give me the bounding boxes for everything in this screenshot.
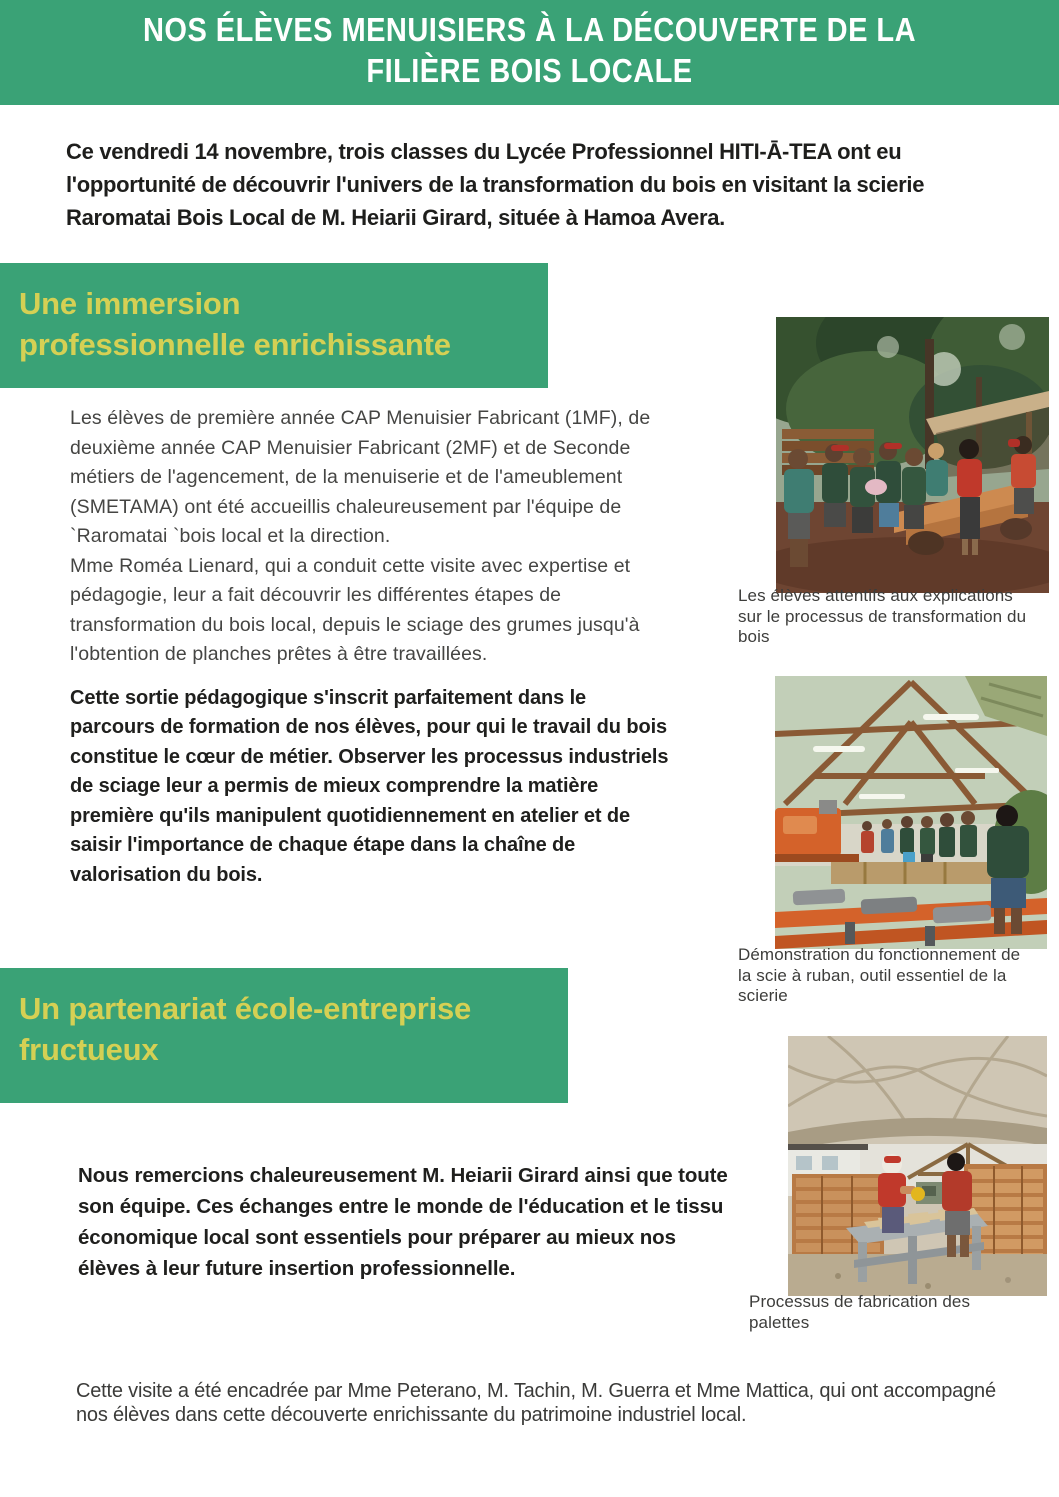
section-title-partenariat-line-1: Un partenariat école-entreprise: [19, 991, 472, 1026]
page-title: [64, 9, 996, 91]
body-paragraph-2: Mme Roméa Lienard, qui a conduit cette visite avec expertise et pédagogie, leur a fait découvrir les différentes étapes de transformation du bois local, depuis le sciage des grumes jusqu'à l'obtention de planches prêtes à être travaillées.: [70, 554, 640, 665]
section-heading-partenariat: [0, 968, 568, 1103]
section-title-immersion: [0, 263, 548, 365]
page-title-line-1: NOS ÉLÈVES MENUISIERS À LA DÉCOUVERTE DE LA: [143, 11, 916, 48]
band-saw-demo-illustration: [775, 676, 1047, 949]
section-title-partenariat-line-2: fructueux: [19, 1032, 159, 1067]
students-listening-illustration: [776, 317, 1049, 593]
photo-caption-band-saw: Démonstration du fonctionnement de la scie à ruban, outil essentiel de la scierie: [738, 945, 1021, 1005]
section-title-immersion-line-1: Une immersion: [19, 286, 241, 321]
pallet-fabrication-photo: [788, 1036, 1047, 1296]
photo-caption-students: Les élèves attentifs aux explications sur le processus de transformation du bois: [738, 586, 1027, 646]
lumber-stack-left: [792, 1174, 884, 1258]
section-immersion-body: [70, 404, 674, 890]
intro-paragraph: Ce vendredi 14 novembre, trois classes du Lycée Professionnel HITI-Ā-TEA ont eu l'opportunité de découvrir l'univers de la transformation du bois en visitant la scierie Raromatai Bois Local de M. Heiarii Girard, située à Hamoa Avera.: [66, 139, 925, 230]
pallet-fabrication-illustration: [788, 1036, 1047, 1296]
header-banner: [0, 0, 1059, 105]
section-title-immersion-line-2: professionnelle enrichissante: [19, 327, 451, 362]
band-saw-demo-photo: [775, 676, 1047, 949]
highlight-paragraph-immersion: Cette sortie pédagogique s'inscrit parfaitement dans le parcours de formation de nos élèves, pour qui le travail du bois constitue le cœur de métier. Observer les processus industriels de sciage leur a permis de mieux comprendre la matière première qu'ils manipulent quotidiennement en atelier et de saisir l'importance de chaque étape dans la chaîne de valorisation du bois.: [70, 686, 669, 886]
body-paragraph-1: Les élèves de première année CAP Menuisier Fabricant (1MF), de deuxième année CAP Menuisier Fabricant (2MF) et de Seconde métiers de l'agencement, de la menuiserie et de l'ameublement (SMETAMA) ont été accueillis chaleureusement par l'équipe de `Raromatai `bois local et la direction.: [70, 407, 651, 547]
footer-paragraph: Cette visite a été encadrée par Mme Peterano, M. Tachin, M. Guerra et Mme Mattica, qui ont accompagné nos élèves dans cette découverte enrichissante du patrimoine industriel local.: [76, 1380, 996, 1426]
students-listening-photo: [776, 317, 1049, 593]
section-heading-immersion: [0, 263, 548, 388]
page-title-line-2: FILIÈRE BOIS LOCALE: [366, 52, 693, 89]
highlight-paragraph-partenariat: Nous remercions chaleureusement M. Heiarii Girard ainsi que toute son équipe. Ces échanges entre le monde de l'éducation et le tissu économique local sont essentiels pour préparer au mieux nos élèves à leur future insertion professionnelle.: [78, 1164, 728, 1280]
photo-caption-pallets: Processus de fabrication des palettes: [749, 1292, 971, 1332]
section-title-partenariat: [0, 968, 568, 1070]
